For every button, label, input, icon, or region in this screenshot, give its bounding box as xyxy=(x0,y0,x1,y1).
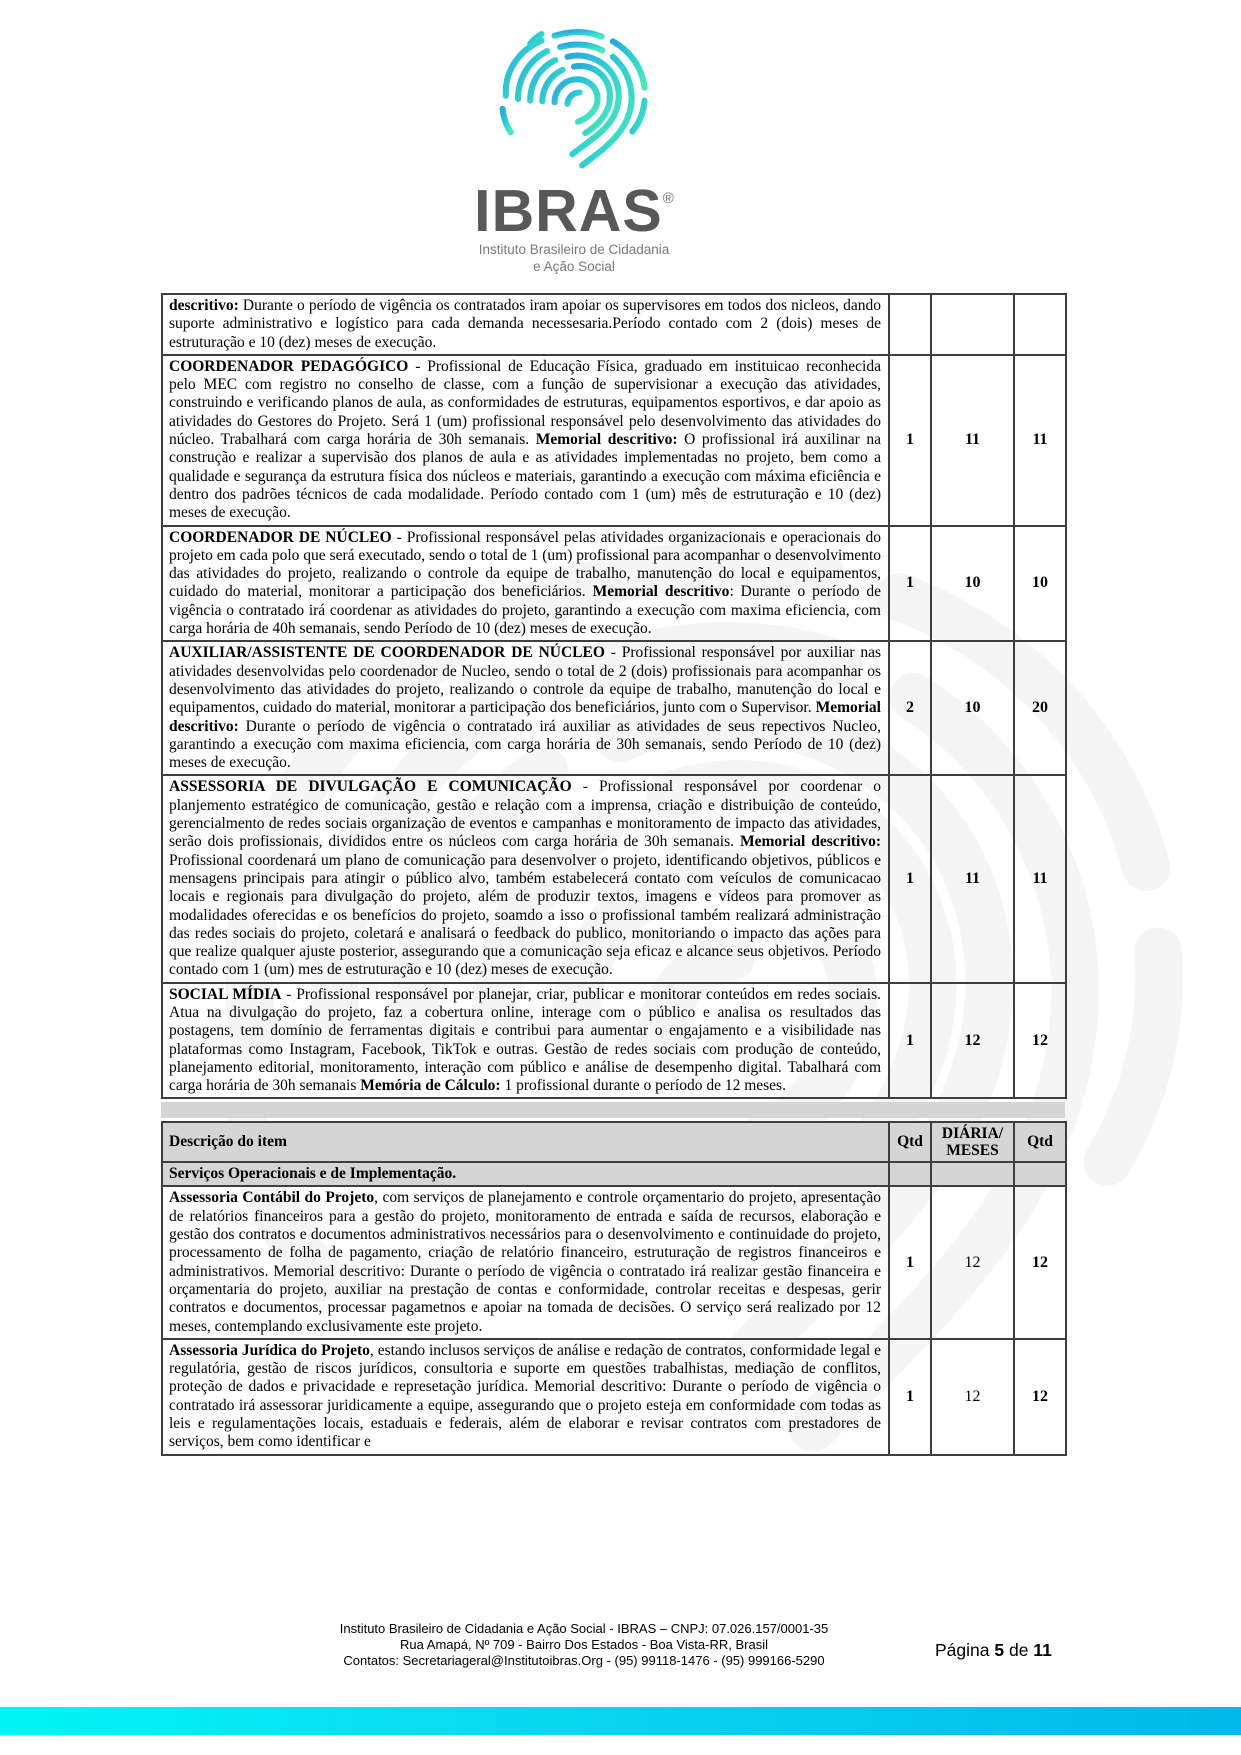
table-separator-band xyxy=(161,1102,1065,1118)
section-title: Serviços Operacionais e de Implementação. xyxy=(162,1162,889,1186)
item-description: COORDENADOR PEDAGÓGICO - Profissional de Educação Física, graduado em instituicao reconhecida pelo MEC com registro no conselho de classe, com a função de supervisionar a execução das atividades, construindo e verificando planos de aula, as conformidades de estruturas, equipamentos esportivos, e dar apoio as atividades do Gestores do Projeto. Será 1 (um) profissional responsável pelo desenvolvimento das atividades do núcleo. Trabalhará com carga horária de 30h semanais. Memorial descritivo: O profissional irá auxilinar na construção e realizar a supervisão dos planos de aula e as atividades implementadas no projeto, bem como a qualidade e segurança da estrutura física dos núcleos e materiais, garantindo a execução com máxima eficiência e dentro dos padrões técnicos de cada modalidade. Período contado com 1 (um) mês de estruturação e 10 (dez) meses de execução. xyxy=(162,355,889,526)
daily-months-cell: 11 xyxy=(931,775,1014,982)
qty-cell xyxy=(889,294,931,355)
section-empty-cell xyxy=(931,1162,1014,1186)
footer-line1: Instituto Brasileiro de Cidadania e Ação Social - IBRAS – CNPJ: 07.026.157/0001-35 xyxy=(339,1621,829,1636)
table-row xyxy=(162,983,1066,1099)
logo xyxy=(0,26,1148,275)
qty-cell: 1 xyxy=(889,775,931,982)
total-qty-cell: 11 xyxy=(1014,775,1066,982)
registered-trademark: ® xyxy=(662,190,674,207)
total-qty-cell: 20 xyxy=(1014,641,1066,775)
table-row xyxy=(162,294,1066,355)
brand-subtitle-line1: Instituto Brasileiro de Cidadania xyxy=(478,242,670,257)
table-header-row xyxy=(162,1122,1066,1162)
total-qty-cell xyxy=(1014,294,1066,355)
item-description: AUXILIAR/ASSISTENTE DE COORDENADOR DE NÚCLEO - Profissional responsável por auxiliar nas atividades desenvolvidas pelo coordenador de Nucleo, sendo o total de 2 (dois) profissionais para acompanhar os desenvolvimento das atividades do projeto, realizando o controle da equipe de trabalho, manutenção do local e equipamentos, cuidado do material, monitorar a participação dos beneficiários, junto com o Supervisor. Memorial descritivo: Durante o período de vigência o contratado irá auxiliar as atividades de seus repectivos Nucleo, garantindo a execução com maxima eficiencia, com carga horária de 30h semanais, sendo Período de 10 (dez) meses de execução. xyxy=(162,641,889,775)
daily-months-cell: 12 xyxy=(931,983,1014,1099)
item-description: COORDENADOR DE NÚCLEO - Profissional responsável pelas atividades organizacionais e operacionais do projeto em cada polo que será executado, sendo o total de 1 (um) profissional para acompanhar o desenvolvimento das atividades do projeto, realizando o controle da equipe de trabalho, manutenção do local e equipamentos, cuidado do material, monitorar a participação dos beneficiários. Memorial descritivo: Durante o período de vigência o contratado irá coordenar as atividades do projeto, garantindo a execução com maxima eficiencia, com carga horária de 40h semanais, sendo Período de 10 (dez) meses de execução. xyxy=(162,526,889,642)
qty-cell: 1 xyxy=(889,983,931,1099)
item-description: Assessoria Contábil do Projeto, com serviços de planejamento e controle orçamentario do projeto, apresentação de relatórios financeiros para a gestão do projeto, monitoramento de entrada e saída de recursos, elaboração e gestão dos contratos e documentos administrativos necessários para o desenvolvimento e continuidade do projeto, processamento de folha de pagamento, criação de relatório financeiro, estruturação de registros financeiros e administrativos. Memorial descritivo: Durante o período de vigência o contratado irá realizar gestão financeira e orçamentaria do projeto, auxiliar na prestação de contas e conformidade, controlar receitas e despesas, gerir contratos e documentos, processar pagametnos e apoiar na tomada de decisões. O serviço será realizado por 12 meses, contemplando exclusivamente este projeto. xyxy=(162,1186,889,1338)
footer-line3: Contatos: Secretariageral@Institutoibras.Org - (95) 99118-1476 - (95) 999166-5290 xyxy=(343,1653,825,1668)
header-total-qty: Qtd xyxy=(1014,1122,1066,1162)
section-empty-cell xyxy=(1014,1162,1066,1186)
brand-subtitle-line2: e Ação Social xyxy=(533,259,615,274)
section-empty-cell xyxy=(889,1162,931,1186)
section-row xyxy=(162,1162,1066,1186)
daily-months-cell: 10 xyxy=(931,641,1014,775)
brand-wordmark: IBRAS® xyxy=(474,178,674,244)
daily-months-cell: 12 xyxy=(931,1339,1014,1455)
total-qty-cell: 12 xyxy=(1014,1186,1066,1338)
positions-table xyxy=(161,293,1067,1099)
total-qty-cell: 10 xyxy=(1014,526,1066,642)
table-row xyxy=(162,1339,1066,1455)
table-row xyxy=(162,526,1066,642)
qty-cell: 1 xyxy=(889,355,931,526)
daily-months-cell: 10 xyxy=(931,526,1014,642)
header-item-description: Descrição do item xyxy=(162,1122,889,1162)
page-number: Página 5 de 11 xyxy=(935,1640,1052,1660)
services-table xyxy=(161,1121,1067,1455)
brand-subtitle xyxy=(0,241,1148,275)
header-daily-months: DIÁRIA/ MESES xyxy=(931,1122,1014,1162)
bottom-accent-bar xyxy=(0,1707,1241,1735)
footer-line2: Rua Amapá, Nº 709 - Bairro Dos Estados - Boa Vista-RR, Brasil xyxy=(400,1637,768,1652)
daily-months-cell: 12 xyxy=(931,1186,1014,1338)
item-description: SOCIAL MÍDIA - Profissional responsável por planejar, criar, publicar e monitorar conteúdos em redes sociais. Atua na divulgação do projeto, faz a cobertura online, interage com o público e analisa os resultados das postagens, tem domínio de ferramentas digitais e contribui para aumentar o engajamento e a visibilidade nas plataformas como Instagram, Facebook, TikTok e outras. Gestão de redes sociais com produção de conteúdo, planejamento editorial, monitoramento, interação com público e análise de desempenho digital. Tabalhará com carga horária de 30h semanais Memória de Cálculo: 1 profissional durante o período de 12 meses. xyxy=(162,983,889,1099)
item-description: descritivo: Durante o período de vigência os contratados iram apoiar os supervisores em todos dos nicleos, dando suporte administrativo e logístico para cada demanda necessesaria.Período contado com 2 (dois) meses de estruturação e 10 (dez) meses de execução. xyxy=(162,294,889,355)
total-qty-cell: 12 xyxy=(1014,983,1066,1099)
total-qty-cell: 11 xyxy=(1014,355,1066,526)
fingerprint-brazil-icon xyxy=(489,26,659,172)
header-qty: Qtd xyxy=(889,1122,931,1162)
item-description: Assessoria Jurídica do Projeto, estando inclusos serviços de análise e redação de contratos, conformidade legal e regulatória, gestão de riscos jurídicos, consultoria e suporte em questões trabalhistas, mediação de conflitos, proteção de dados e privacidade e represetação jurídica. Memorial descritivo: Durante o período de vigência o contratado irá assessorar juridicamente a equipe, assegurando que o projeto esteja em conformidade com todas as leis e regulamentações locais, estaduais e federais, além de elaborar e revisar contratos com prestadores de serviços, bem como identificar e xyxy=(162,1339,889,1455)
qty-cell: 1 xyxy=(889,1186,931,1338)
table-row xyxy=(162,775,1066,982)
qty-cell: 1 xyxy=(889,526,931,642)
table-row xyxy=(162,355,1066,526)
item-description: ASSESSORIA DE DIVULGAÇÃO E COMUNICAÇÃO - Profissional responsável por coordenar o planjemento estratégico de comunicação, gestão e relação com a imprensa, criação e distribuição de conteúdo, gerencialmento de redes sociais organização de eventos e campanhas e monitoramento de impacto das atividades, serão dois profissionais, divididos entre os núcleos com carga horária de 30h semanais. Memorial descritivo: Profissional coordenará um plano de comunicação para desenvolver o projeto, identificando objetivos, públicos e mensagens principais para atingir o público alvo, também estabelecerá contato com veículos de comunicacao locais e regionais para divulgação do projeto, além de produzir textos, imagens e vídeos para promover as modalidades oferecidas e os benefícios do projeto, soamdo a isso o profissional também realizará administração das redes sociais do projeto, coletará e analisará o feedback do publico, monitoriando o impacto das ações para que realize qualquer ajuste posterior, assegurando que a comunicação seja eficaz e alcance seus objetivos. Período contado com 1 (um) mes de estruturação e 10 (dez) meses de execução. xyxy=(162,775,889,982)
table-row xyxy=(162,641,1066,775)
qty-cell: 1 xyxy=(889,1339,931,1455)
table-row xyxy=(162,1186,1066,1338)
daily-months-cell: 11 xyxy=(931,355,1014,526)
daily-months-cell xyxy=(931,294,1014,355)
total-qty-cell: 12 xyxy=(1014,1339,1066,1455)
qty-cell: 2 xyxy=(889,641,931,775)
page-content xyxy=(161,293,1069,1456)
